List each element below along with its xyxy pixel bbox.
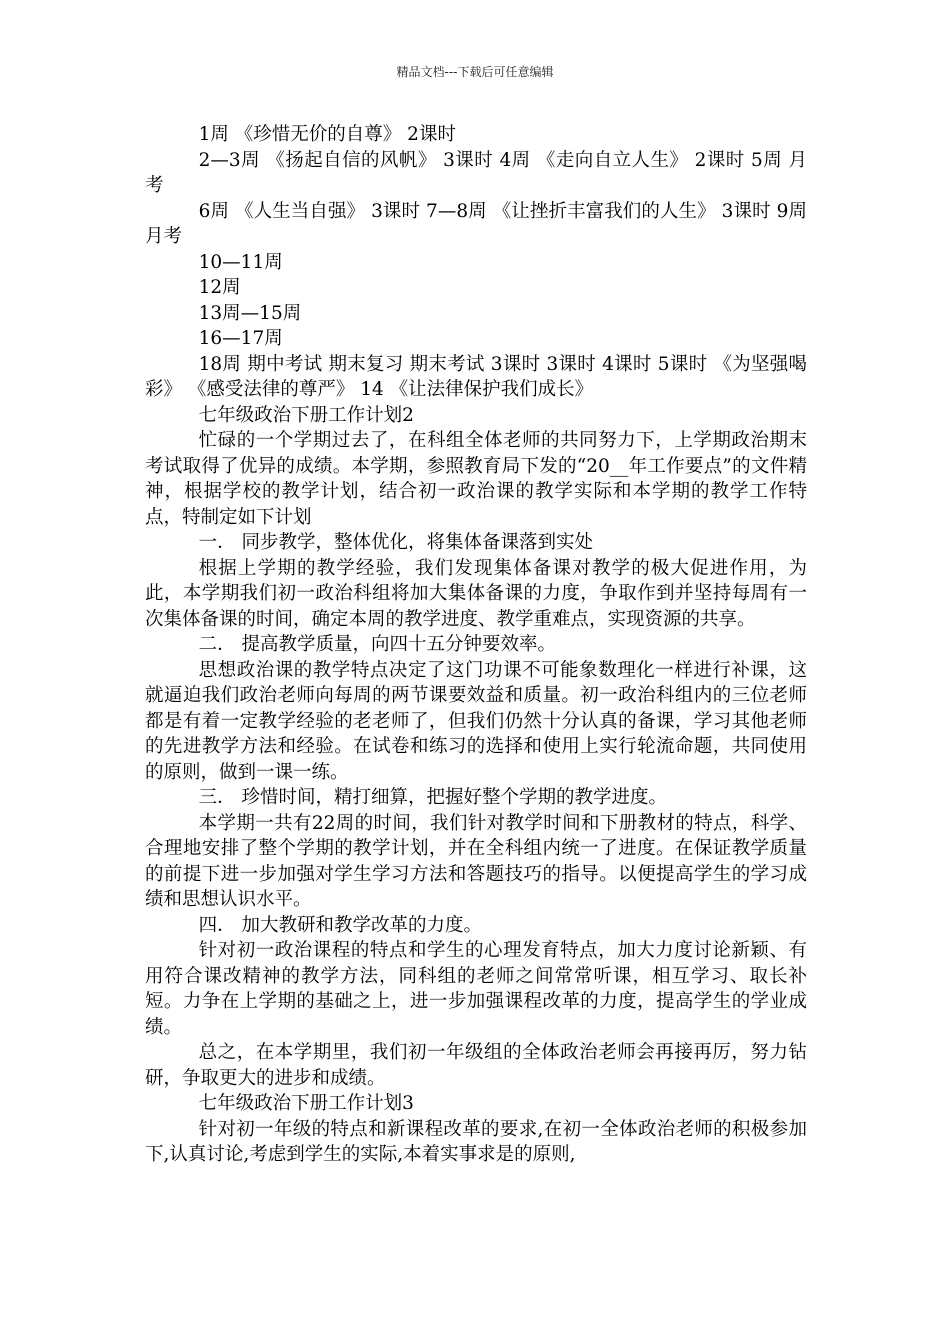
- paragraph: 6周 《人生当自强》 3课时 7—8周 《让挫折丰富我们的人生》 3课时 9周 月考: [145, 200, 807, 247]
- section-title: 七年级政治下册工作计划3: [198, 1093, 414, 1114]
- paragraph: 13周—15周: [198, 302, 302, 324]
- paragraph: 2—3周 《扬起自信的风帆》 3课时 4周 《走向自立人生》 2课时 5周 月考: [145, 149, 807, 196]
- section-title: 七年级政治下册工作计划2: [198, 404, 414, 426]
- paragraph: 思想政治课的教学特点决定了这门功课不可能象数理化一样进行补课，这就逼迫我们政治老师向每周的两节课要效益和质量。初一政治科组内的三位老师都是有着一定教学经验的老老师了，但我们仍然十分认真的备课，学习其他老师的先进教学方法和经验。在试卷和练习的选择和使用上实行轮流命题，共同使用的原则，做到一课一练。: [145, 659, 807, 783]
- page-header: 精品文档---下载后可任意编辑: [396, 65, 554, 79]
- paragraph: 本学期一共有22周的时间，我们针对教学时间和下册教材的特点，科学、合理地安排了整个学期的教学计划，并在全科组内统一了进度。在保证教学质量的前提下进一步加强对学生学习方法和答题技巧的指导。以便提高学生的学习成绩和思想认识水平。: [145, 812, 807, 910]
- paragraph: 针对初一政治课程的特点和学生的心理发育特点，加大力度讨论新颖、有用符合课改精神的教学方法，同科组的老师之间常常听课，相互学习、取长补短。力争在上学期的基础之上，进一步加强课程改革的力度，提高学生的学业成绩。: [145, 940, 807, 1038]
- paragraph: 1周 《珍惜无价的自尊》 2课时: [198, 124, 456, 145]
- paragraph: 18周 期中考试 期末复习 期末考试 3课时 3课时 4课时 5课时 《为坚强喝彩》 《感受法律的尊严》 14 《让法律保护我们成长》: [145, 353, 807, 400]
- section-heading: 二． 提高教学质量，向四十五分钟要效率。: [198, 634, 557, 655]
- paragraph: 16—17周: [198, 328, 283, 349]
- section-heading: 三． 珍惜时间，精打细算，把握好整个学期的教学进度。: [198, 787, 668, 808]
- paragraph: 根据上学期的教学经验，我们发现集体备课对教学的极大促进作用，为此，本学期我们初一政治科组将加大集体备课的力度，争取作到并坚持每周有一次集体备课的时间，确定本周的教学进度、教学重难点，实现资源的共享。: [145, 557, 807, 630]
- paragraph: 针对初一年级的特点和新课程改革的要求,在初一全体政治老师的积极参加下,认真讨论,考虑到学生的实际,本着实事求是的原则,: [145, 1118, 807, 1165]
- paragraph: 10—11周: [198, 251, 283, 273]
- paragraph: 总之，在本学期里，我们初一年级组的全体政治老师会再接再厉，努力钻研，争取更大的进步和成绩。: [145, 1042, 807, 1089]
- paragraph: 忙碌的一个学期过去了，在科组全体老师的共同努力下，上学期政治期末考试取得了优异的成绩。本学期，参照教育局下发的“20__年工作要点”的文件精神，根据学校的教学计划，结合初一政治课的教学实际和本学期的教学工作特点，特制定如下计划: [145, 430, 807, 528]
- paragraph: 12周: [198, 277, 241, 298]
- section-heading: 四． 加大教研和教学改革的力度。: [198, 914, 483, 936]
- section-heading: 一． 同步教学，整体优化，将集体备课落到实处: [198, 532, 594, 553]
- document-body: [145, 122, 807, 1168]
